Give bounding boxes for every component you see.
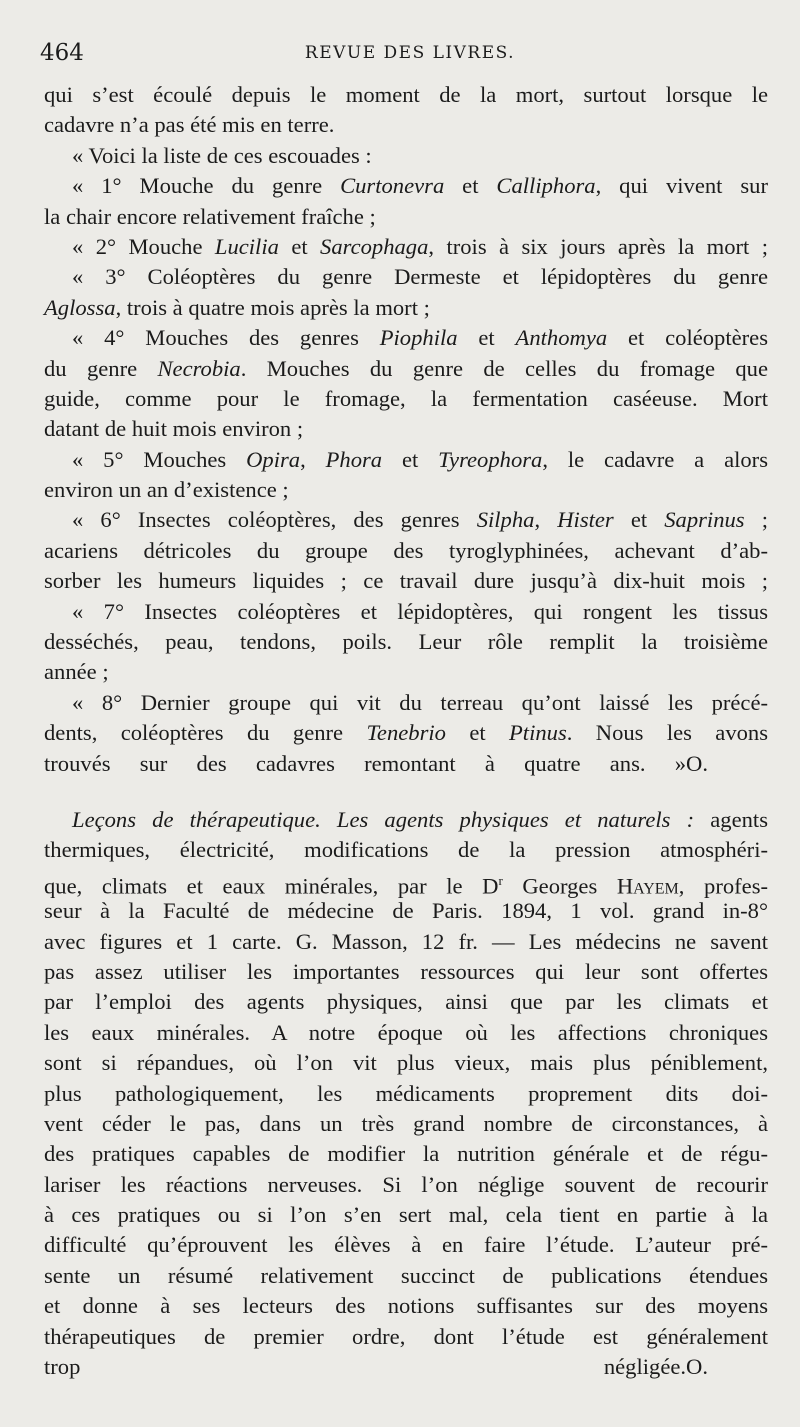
genus-name: Saprinus — [664, 507, 745, 533]
text-fragment: Georges — [502, 873, 617, 899]
text-fragment: « 6° Insectes coléoptères, des genres — [72, 507, 477, 533]
title-superscript: r — [498, 872, 503, 888]
text-line: pas assez utiliser les importantes ressources qui leur sont offertes — [44, 958, 768, 984]
text-fragment: « 5° Mouches — [72, 446, 247, 472]
page-body — [44, 80, 768, 1382]
text-line: avec figures et 1 carte. G. Masson, 12 fr. — Les médecins ne savent — [44, 928, 768, 954]
text-fragment: . Mouches du genre de celles du fromage que — [240, 355, 768, 381]
text-fragment: et — [444, 173, 497, 199]
genus-name: Tyreophora — [438, 446, 543, 472]
text-fragment: du genre — [44, 355, 158, 381]
signature: O. — [686, 750, 708, 776]
text-line: cadavre n’a pas été mis en terre. — [44, 112, 335, 138]
text-line: « 7° Insectes coléoptères et lépidoptères, qui rongent les tissus — [72, 598, 768, 624]
text-line: la chair encore relativement fraîche ; — [44, 203, 376, 229]
text-fragment: , profes- — [678, 873, 769, 899]
text-line: datant de huit mois environ ; — [44, 416, 304, 442]
text-line: qui s’est écoulé depuis le moment de la mort, surtout lorsque le — [44, 82, 768, 107]
author-surname: Hayem — [616, 873, 679, 899]
text-fragment: ; — [744, 507, 769, 533]
text-fragment: trouvés sur des cadavres remontant à quatre ans. » — [44, 750, 687, 776]
text-line: acariens détricoles du groupe des tyroglyphinées, achevant d’ab- — [44, 537, 768, 563]
text-fragment: et — [457, 325, 516, 351]
text-line — [44, 171, 768, 201]
running-title: REVUE DES LIVRES. — [304, 43, 516, 63]
genus-name: Ptinus — [509, 720, 567, 746]
text-line: sente un résumé relativement succinct de publications étendues — [44, 1262, 768, 1288]
genus-name: Phora — [325, 446, 383, 472]
text-line: seur à la Faculté de médecine de Paris. 1894, 1 vol. grand in-8° — [44, 898, 768, 924]
text-fragment: agents — [694, 806, 768, 832]
text-line: par l’emploi des agents physiques, ainsi que par les climats et — [44, 989, 768, 1015]
text-line: vent céder le pas, dans un très grand nombre de circonstances, à — [44, 1110, 768, 1136]
text-line: année ; — [44, 659, 109, 685]
text-line — [44, 749, 768, 779]
text-line: guide, comme pour le fromage, la fermentation caséeuse. Mort — [44, 385, 768, 411]
text-line — [44, 232, 768, 262]
text-fragment: « 2° Mouche — [72, 233, 215, 259]
text-line — [44, 445, 768, 475]
genus-name: Aglossa — [44, 294, 116, 320]
genus-name: Sarcophaga — [320, 233, 429, 259]
text-fragment: « 1° Mouche du genre — [72, 173, 341, 199]
text-line: sorber les humeurs liquides ; ce travail dure jusqu’à dix-huit mois ; — [44, 568, 768, 594]
text-line: desséchés, peau, tendons, poils. Leur rôle remplit la troisième — [44, 629, 768, 655]
text-line — [44, 805, 768, 835]
genus-name: Lucilia — [214, 233, 279, 259]
genus-name: Opira — [246, 446, 301, 472]
text-line: thermiques, électricité, modifications de la pression atmosphéri- — [44, 837, 768, 863]
genus-name: Piophila — [379, 325, 458, 351]
text-fragment: dents, coléoptères du genre — [44, 720, 367, 746]
text-line — [44, 293, 768, 323]
text-fragment: et — [613, 507, 665, 533]
text-line: thérapeutiques de premier ordre, dont l’étude est généralement — [44, 1323, 768, 1349]
text-fragment: que, climats et eaux minérales, par le D — [44, 873, 499, 899]
text-line: et donne à ses lecteurs des notions suffisantes sur des moyens — [44, 1293, 768, 1319]
text-line: lariser les réactions nerveuses. Si l’on néglige souvent de recourir — [44, 1171, 768, 1197]
text-fragment: , — [300, 446, 326, 472]
text-fragment: . Nous les avons — [566, 720, 769, 746]
text-line — [44, 323, 768, 353]
text-fragment: , le cadavre a alors — [542, 446, 768, 472]
genus-name: Hister — [557, 507, 614, 533]
book-title: Leçons de thérapeutique. Les agents physiques et naturels : — [72, 806, 695, 832]
text-line — [44, 718, 768, 748]
text-line: sont si répandues, où l’on vit plus vieux, mais plus péniblement, — [44, 1050, 768, 1076]
text-line: à ces pratiques ou si l’on s’en sert mal, cela tient en partie à la — [44, 1202, 768, 1228]
text-line: difficulté qu’éprouvent les élèves à en faire l’étude. L’auteur pré- — [44, 1232, 768, 1258]
text-line: « 8° Dernier groupe qui vit du terreau qu’ont laissé les précé- — [72, 689, 768, 715]
genus-name: Anthomya — [515, 325, 608, 351]
genus-name: Tenebrio — [366, 720, 446, 746]
text-fragment: , trois à six jours après la mort ; — [428, 233, 768, 259]
signature: O. — [686, 1354, 708, 1380]
text-line — [44, 354, 768, 384]
text-line — [44, 866, 769, 899]
text-fragment: « 4° Mouches des genres — [72, 325, 380, 351]
text-fragment: et — [382, 446, 439, 472]
text-fragment: , — [534, 507, 558, 533]
page-header — [40, 40, 780, 74]
genus-name: Curtonevra — [340, 173, 445, 199]
text-fragment: , trois à quatre mois après la mort ; — [115, 294, 430, 320]
text-line — [44, 505, 768, 535]
text-line: les eaux minérales. A notre époque où les affections chroniques — [44, 1019, 768, 1045]
genus-name: Calliphora — [496, 173, 596, 199]
text-fragment: et — [445, 720, 509, 746]
text-line: plus pathologiquement, les médicaments proprement dits doi- — [44, 1080, 768, 1106]
text-line — [44, 1352, 768, 1382]
text-fragment: et — [278, 233, 321, 259]
text-line: des pratiques capables de modifier la nutrition générale et de régu- — [44, 1141, 768, 1167]
text-fragment: , qui vivent sur — [595, 173, 768, 199]
text-line: « 3° Coléoptères du genre Dermeste et lépidoptères du genre — [72, 264, 768, 290]
text-fragment: et coléoptères — [607, 325, 769, 351]
text-fragment: trop négligée. — [44, 1354, 687, 1380]
genus-name: Necrobia — [157, 355, 241, 381]
genus-name: Silpha — [476, 507, 535, 533]
text-line: environ un an d’existence ; — [44, 477, 289, 503]
text-line: « Voici la liste de ces escouades : — [72, 142, 372, 168]
section-gap — [44, 779, 768, 805]
page-number: 464 — [40, 40, 84, 66]
